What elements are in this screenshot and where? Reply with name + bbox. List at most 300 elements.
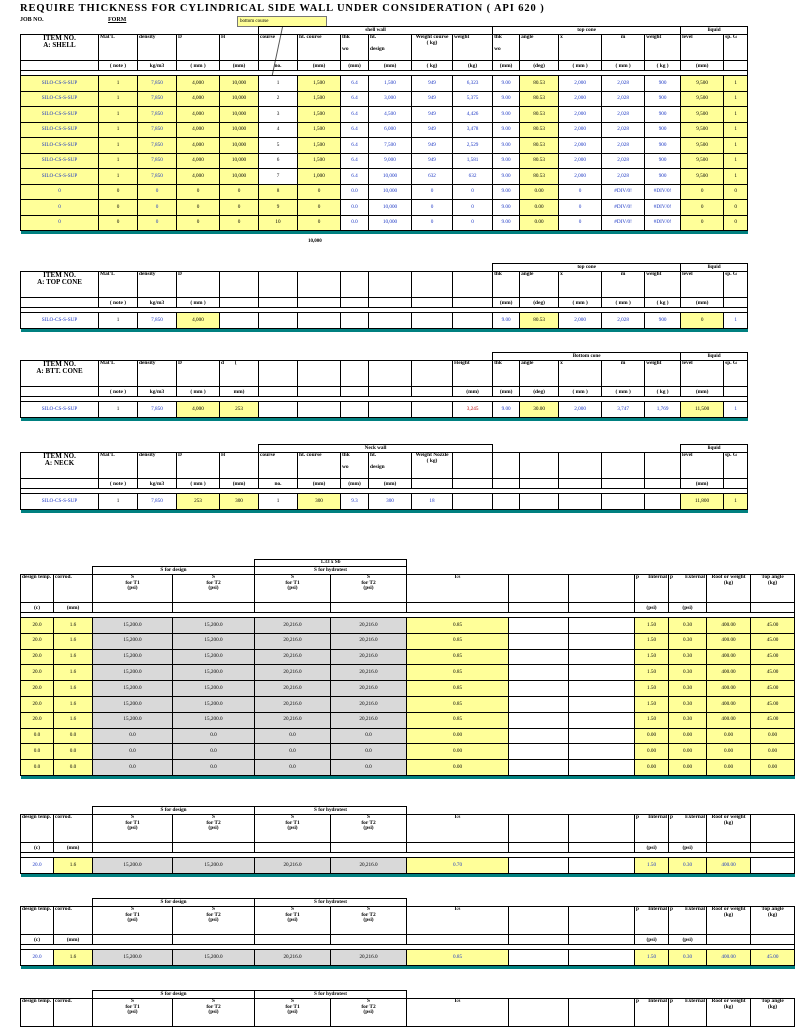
shell-cell: 0 bbox=[138, 184, 177, 200]
h-angle: angle bbox=[520, 35, 559, 61]
shell-cell: 9.00 bbox=[493, 184, 520, 200]
shell-cell: 10,000 bbox=[220, 169, 259, 185]
stress-cell: 20.0 bbox=[21, 665, 54, 681]
stress-cell: 45.00 bbox=[751, 712, 795, 728]
stress-cell: 0.85 bbox=[407, 712, 509, 728]
shell-cell: 0 bbox=[724, 184, 748, 200]
stress-header: p Internal bbox=[635, 815, 669, 843]
shell-row bbox=[21, 107, 748, 123]
stress-cell bbox=[569, 696, 635, 712]
stress-header: Top angle (kg) bbox=[751, 999, 795, 1027]
shell-cell: 80.53 bbox=[520, 91, 559, 107]
stress-cell: 20,216.0 bbox=[255, 712, 331, 728]
h-h: H bbox=[220, 35, 259, 61]
stress-cell: 20,216.0 bbox=[331, 633, 407, 649]
shell-cell: 3 bbox=[259, 107, 298, 123]
shell-cell: #DIV/0! bbox=[602, 184, 645, 200]
shell-row bbox=[21, 184, 748, 200]
stress-cell: 15,200.0 bbox=[173, 858, 255, 874]
shell-cell: 0 bbox=[412, 215, 453, 231]
h-spg: sp. G bbox=[724, 35, 748, 61]
h-level: level bbox=[681, 35, 724, 61]
stress-header: p Internal bbox=[635, 999, 669, 1027]
stress-header bbox=[751, 815, 795, 843]
h-top-thk: thk wo bbox=[493, 35, 520, 61]
stress-row bbox=[21, 760, 795, 776]
group-top-cone: top cone bbox=[493, 27, 681, 35]
stress-header: Roof or weight (kg) bbox=[707, 575, 751, 603]
shell-cell: 6.4 bbox=[341, 169, 369, 185]
stress-cell bbox=[569, 712, 635, 728]
stress-row bbox=[21, 618, 795, 634]
stress-cell: 1.6 bbox=[54, 649, 93, 665]
shell-cell: 9,500 bbox=[681, 169, 724, 185]
stress-cell: 0.0 bbox=[255, 744, 331, 760]
stress-bot-table: S for design S for hydrotest design temp. corrod. S for T1 (psi) S for T2 (psi) S for T1 (psi) S for T2 (psi) Es p Internal p External Roof or weight (kg) Top angle (kg) (c) (mm) (psi) (psi) 20.0 1.6 15,200.0 15,200.0 20,216.0 20,216.0 0.85 1.50 0.30 400.00 45.00 bbox=[20, 898, 795, 969]
stress-header: Top angle (kg) bbox=[751, 575, 795, 603]
stress-cell bbox=[509, 618, 569, 634]
shell-cell: 0 bbox=[177, 215, 220, 231]
stress-cell: 45.00 bbox=[751, 696, 795, 712]
h-x: x bbox=[559, 35, 602, 61]
shell-row bbox=[21, 153, 748, 169]
stress-header: S for T1 (psi) bbox=[93, 815, 173, 843]
shell-cell: 9.00 bbox=[493, 107, 520, 123]
stress-cell: 0.0 bbox=[93, 744, 173, 760]
stress-cell: 0.00 bbox=[669, 760, 707, 776]
stress-header: Es bbox=[407, 999, 509, 1027]
stress-cell: 0.0 bbox=[331, 760, 407, 776]
shell-cell: 4,000 bbox=[177, 138, 220, 154]
shell-cell: 1 bbox=[724, 122, 748, 138]
shell-cell: 1 bbox=[724, 91, 748, 107]
h-weight: weight bbox=[453, 35, 493, 61]
shell-cell: 6,323 bbox=[453, 76, 493, 92]
shell-cell: 1,500 bbox=[369, 76, 412, 92]
stress-cell: 1.6 bbox=[54, 696, 93, 712]
stress-cell: 0.30 bbox=[669, 858, 707, 874]
shell-cell: 3,478 bbox=[453, 122, 493, 138]
stress-row bbox=[21, 696, 795, 712]
bottom-course-note: bottom course bbox=[237, 16, 327, 27]
stress-row bbox=[21, 681, 795, 697]
shell-cell: SILO-CS-S-SUP bbox=[21, 91, 99, 107]
stress-cell: 20.0 bbox=[21, 858, 54, 874]
stress-header: S for T2 (psi) bbox=[331, 575, 407, 603]
stress-cell: 1.6 bbox=[54, 858, 93, 874]
stress-cell: 1.6 bbox=[54, 633, 93, 649]
stress-cell: 0.00 bbox=[751, 760, 795, 776]
stress-cell bbox=[509, 858, 569, 874]
shell-cell: 80.53 bbox=[520, 107, 559, 123]
stress-cell: 0.00 bbox=[407, 728, 509, 744]
stress-cell: 0.0 bbox=[173, 744, 255, 760]
shell-cell: 1 bbox=[724, 153, 748, 169]
stress-cell: 0.85 bbox=[407, 950, 509, 966]
stress-cell bbox=[569, 633, 635, 649]
stress-cell: 0.85 bbox=[407, 618, 509, 634]
stress-header: p External bbox=[669, 815, 707, 843]
below-total: 10,000 bbox=[308, 239, 322, 244]
stress-cell: 1.50 bbox=[635, 665, 669, 681]
stress-cell: 20.0 bbox=[21, 618, 54, 634]
shell-cell: 0 bbox=[21, 215, 99, 231]
shell-cell: 1 bbox=[724, 138, 748, 154]
stress-cell: 0.70 bbox=[407, 858, 509, 874]
shell-cell: 949 bbox=[412, 107, 453, 123]
neck-table: Neck wall liquid ITEM NO. A: NECK Mat'L density D H course ht. course thk wo ht. design Weight Nozzle ( kg) level sp. G ( note ) kg/m3 ( mm ) (mm) no. (mm) (mm) (mm) (mm) SILO-CS-S-SUP 1 7,850 253 300 1 300 9.3 300 18 11,800 1 bbox=[20, 444, 748, 513]
stress-top-row bbox=[21, 858, 795, 874]
stress-header: Top angle (kg) bbox=[751, 907, 795, 935]
stress-cell: 15,200.0 bbox=[93, 696, 173, 712]
stress-cell: 400.00 bbox=[707, 696, 751, 712]
shell-cell: 80.53 bbox=[520, 138, 559, 154]
h-item: ITEM NO. A: SHELL bbox=[21, 35, 99, 61]
h-course: course bbox=[259, 35, 298, 61]
shell-cell: 80.53 bbox=[520, 76, 559, 92]
shell-cell: 8 bbox=[259, 184, 298, 200]
shell-cell: 0 bbox=[177, 200, 220, 216]
stress-header: Roof or weight (kg) bbox=[707, 815, 751, 843]
shell-cell: 2,028 bbox=[602, 107, 645, 123]
stress-cell: 0.0 bbox=[93, 760, 173, 776]
stress-cell: 45.00 bbox=[751, 633, 795, 649]
stress-cell: 20,216.0 bbox=[255, 858, 331, 874]
shell-cell: 9,500 bbox=[681, 153, 724, 169]
stress-header bbox=[509, 999, 569, 1027]
shell-cell: 2,000 bbox=[559, 91, 602, 107]
shell-cell: 9,500 bbox=[681, 91, 724, 107]
shell-cell: 2,529 bbox=[453, 138, 493, 154]
shell-cell: SILO-CS-S-SUP bbox=[21, 138, 99, 154]
shell-cell: 0 bbox=[99, 184, 138, 200]
shell-cell: 2,028 bbox=[602, 153, 645, 169]
shell-cell: 0.00 bbox=[520, 215, 559, 231]
shell-cell: 2 bbox=[259, 91, 298, 107]
shell-cell: SILO-CS-S-SUP bbox=[21, 107, 99, 123]
stress-header: design temp. bbox=[21, 575, 54, 603]
shell-row bbox=[21, 138, 748, 154]
shell-cell: 10,000 bbox=[220, 91, 259, 107]
neck-row: SILO-CS-S-SUP 1 7,850 253 300 1 300 9.3 300 18 11,800 1 bbox=[21, 494, 748, 510]
shell-cell: 2,028 bbox=[602, 138, 645, 154]
stress-row bbox=[21, 665, 795, 681]
stress-cell bbox=[509, 681, 569, 697]
stress-cell: 15,200.0 bbox=[93, 858, 173, 874]
stress-cell: 0.85 bbox=[407, 696, 509, 712]
shell-cell: 0 bbox=[681, 184, 724, 200]
shell-cell: 1 bbox=[99, 153, 138, 169]
shell-cell: 0 bbox=[21, 200, 99, 216]
shell-cell: 10,000 bbox=[220, 107, 259, 123]
stress-cell: 45.00 bbox=[751, 950, 795, 966]
shell-cell: 4,000 bbox=[177, 76, 220, 92]
stress-header: S for T2 (psi) bbox=[173, 907, 255, 935]
stress-cell: 0.30 bbox=[669, 950, 707, 966]
stress-header: S for T1 (psi) bbox=[93, 575, 173, 603]
stress-cell: 0.00 bbox=[635, 728, 669, 744]
shell-cell: 9.00 bbox=[493, 76, 520, 92]
shell-cell: 900 bbox=[645, 169, 681, 185]
shell-cell: 0 bbox=[453, 215, 493, 231]
stress-cell: 0.30 bbox=[669, 696, 707, 712]
stress-neck-table: S for design S for hydrotest design temp. corrod. S for T1 (psi) S for T2 (psi) S for T1 (psi) S for T2 (psi) Es p Internal p External Roof or weight (kg) Top angle (kg) bbox=[20, 990, 795, 1027]
shell-cell: 10,000 bbox=[220, 122, 259, 138]
shell-cell: 6 bbox=[259, 153, 298, 169]
stress-cell: 0.0 bbox=[21, 760, 54, 776]
stress-cell bbox=[509, 760, 569, 776]
shell-cell: 9 bbox=[259, 200, 298, 216]
botcone-row: SILO-CS-S-SUP 1 7,850 4,000 253 3,245 9.00 30.00 2,000 3,747 1,769 11,500 1 bbox=[21, 402, 748, 418]
shell-cell: #DIV/0! bbox=[602, 200, 645, 216]
stress-header: S for T1 (psi) bbox=[93, 907, 173, 935]
shell-cell: 1,500 bbox=[298, 107, 341, 123]
stress-header: corrod. bbox=[54, 999, 93, 1027]
shell-cell: 0 bbox=[724, 200, 748, 216]
shell-cell: 0 bbox=[681, 200, 724, 216]
shell-cell: 6.4 bbox=[341, 91, 369, 107]
shell-row bbox=[21, 76, 748, 92]
shell-cell: 0 bbox=[453, 200, 493, 216]
stress-header: S for T1 (psi) bbox=[255, 575, 331, 603]
shell-cell: 1,500 bbox=[298, 153, 341, 169]
stress-cell: 400.00 bbox=[707, 681, 751, 697]
shell-row bbox=[21, 169, 748, 185]
stress-header: S for T2 (psi) bbox=[331, 999, 407, 1027]
shell-cell: 0 bbox=[138, 215, 177, 231]
shell-cell: 9.00 bbox=[493, 215, 520, 231]
stress-cell: 0.00 bbox=[751, 728, 795, 744]
stress-header bbox=[569, 815, 635, 843]
stress-cell: 20,216.0 bbox=[255, 950, 331, 966]
stress-header bbox=[569, 575, 635, 603]
shell-cell: 1,500 bbox=[298, 76, 341, 92]
stress-cell: 15,200.0 bbox=[93, 665, 173, 681]
shell-cell: 632 bbox=[412, 169, 453, 185]
shell-cell: 1,500 bbox=[298, 91, 341, 107]
shell-cell: 4,000 bbox=[177, 169, 220, 185]
stress-cell: 0.0 bbox=[54, 760, 93, 776]
stress-header: S for T2 (psi) bbox=[173, 999, 255, 1027]
group-shell-wall: shell wall bbox=[259, 27, 493, 35]
shell-cell: 9.00 bbox=[493, 169, 520, 185]
shell-cell: 4,000 bbox=[177, 153, 220, 169]
stress-cell: 0.0 bbox=[255, 728, 331, 744]
stress-cell: 20,216.0 bbox=[331, 665, 407, 681]
shell-cell: 10 bbox=[259, 215, 298, 231]
shell-cell: 0 bbox=[412, 184, 453, 200]
shell-cell: 0 bbox=[559, 215, 602, 231]
shell-cell: 10,000 bbox=[369, 169, 412, 185]
shell-cell: 4,000 bbox=[177, 107, 220, 123]
stress-cell: 400.00 bbox=[707, 633, 751, 649]
stress-cell bbox=[569, 649, 635, 665]
stress-cell bbox=[569, 681, 635, 697]
stress-cell: 15,200.0 bbox=[173, 665, 255, 681]
h-m: m bbox=[602, 35, 645, 61]
stress-cell: 0.30 bbox=[669, 712, 707, 728]
stress-cell: 20,216.0 bbox=[255, 618, 331, 634]
stress-cell: 15,200.0 bbox=[173, 712, 255, 728]
shell-cell: 900 bbox=[645, 122, 681, 138]
shell-cell: 9,500 bbox=[681, 76, 724, 92]
stress-cell: 20,216.0 bbox=[331, 618, 407, 634]
group-top-cone-2: top cone bbox=[493, 264, 681, 272]
shell-cell: 7,500 bbox=[369, 138, 412, 154]
shell-cell: 2,028 bbox=[602, 122, 645, 138]
shell-cell: 10,000 bbox=[220, 76, 259, 92]
stress-row bbox=[21, 728, 795, 744]
h-weight-course: Weight course ( kg) bbox=[412, 35, 453, 61]
shell-cell: 2,000 bbox=[559, 122, 602, 138]
stress-header: S for T2 (psi) bbox=[331, 815, 407, 843]
shell-cell: 1,000 bbox=[298, 169, 341, 185]
h-ht-course: ht. course bbox=[298, 35, 341, 61]
shell-cell: 7,850 bbox=[138, 153, 177, 169]
stress-cell: 1.50 bbox=[635, 633, 669, 649]
shell-cell: 7,850 bbox=[138, 122, 177, 138]
shell-cell: 632 bbox=[453, 169, 493, 185]
stress-cell: 15,200.0 bbox=[93, 950, 173, 966]
stress-cell: 15,200.0 bbox=[173, 633, 255, 649]
stress-cell: 0.00 bbox=[707, 744, 751, 760]
shell-cell: 2,000 bbox=[559, 107, 602, 123]
shell-cell: 6.4 bbox=[341, 122, 369, 138]
stress-cell: 15,200.0 bbox=[173, 950, 255, 966]
shell-cell: 0 bbox=[220, 215, 259, 231]
stress-header: design temp. bbox=[21, 999, 54, 1027]
stress-cell: 0.0 bbox=[331, 744, 407, 760]
stress-cell: 0.00 bbox=[635, 760, 669, 776]
stress-header bbox=[569, 999, 635, 1027]
shell-cell: 900 bbox=[645, 91, 681, 107]
h-thk: thk wo bbox=[341, 35, 369, 61]
stress-cell: 0.85 bbox=[407, 633, 509, 649]
shell-cell: 7,850 bbox=[138, 169, 177, 185]
stress-header: corrod. bbox=[54, 575, 93, 603]
group-bottom-cone: Bottom cone bbox=[493, 353, 681, 361]
stress-cell: 1.50 bbox=[635, 681, 669, 697]
stress-header: design temp. bbox=[21, 815, 54, 843]
shell-cell: 6.4 bbox=[341, 153, 369, 169]
stress-cell: 0.00 bbox=[669, 728, 707, 744]
stress-header: p External bbox=[669, 999, 707, 1027]
shell-cell: 6.4 bbox=[341, 107, 369, 123]
shell-cell: 949 bbox=[412, 91, 453, 107]
shell-cell: 0 bbox=[724, 215, 748, 231]
stress-cell: 1.6 bbox=[54, 665, 93, 681]
stress-cell: 20.0 bbox=[21, 950, 54, 966]
stress-cell bbox=[509, 712, 569, 728]
stress-cell: 20,216.0 bbox=[255, 665, 331, 681]
stress-cell: 0.0 bbox=[173, 728, 255, 744]
shell-row bbox=[21, 91, 748, 107]
stress-cell: 0.0 bbox=[173, 760, 255, 776]
shell-cell: 80.53 bbox=[520, 153, 559, 169]
shell-cell: 9,500 bbox=[681, 138, 724, 154]
stress-cell: 20.0 bbox=[21, 681, 54, 697]
stress-cell: 20.0 bbox=[21, 649, 54, 665]
group-liquid-3: liquid bbox=[681, 353, 748, 361]
shell-cell: 0 bbox=[298, 184, 341, 200]
shell-cell: 949 bbox=[412, 138, 453, 154]
shell-cell: 7,850 bbox=[138, 107, 177, 123]
shell-cell: 1 bbox=[99, 122, 138, 138]
stress-cell: 1.6 bbox=[54, 681, 93, 697]
stress-header: Es bbox=[407, 815, 509, 843]
stress-cell bbox=[569, 665, 635, 681]
group-liquid-4: liquid bbox=[681, 445, 748, 453]
shell-cell: SILO-CS-S-SUP bbox=[21, 153, 99, 169]
shell-cell: 1 bbox=[99, 76, 138, 92]
stress-cell bbox=[509, 649, 569, 665]
shell-cell: 0 bbox=[412, 200, 453, 216]
stress-cell: 0.0 bbox=[331, 728, 407, 744]
shell-cell: 3,000 bbox=[369, 91, 412, 107]
stress-header bbox=[569, 907, 635, 935]
shell-cell: 10,000 bbox=[220, 153, 259, 169]
stress-header: S for T2 (psi) bbox=[173, 815, 255, 843]
shell-cell: 2,000 bbox=[559, 138, 602, 154]
stress-cell bbox=[509, 696, 569, 712]
shell-cell: 0.00 bbox=[520, 184, 559, 200]
shell-cell: 9.00 bbox=[493, 122, 520, 138]
stress-header: Es bbox=[407, 575, 509, 603]
stress-header: S for T1 (psi) bbox=[255, 815, 331, 843]
stress-cell: 400.00 bbox=[707, 665, 751, 681]
stress-row bbox=[21, 649, 795, 665]
botcone-table: Bottom cone liquid ITEM NO. A: BTT. CONE Mat'L density D d ( Height thk angle x m weight level sp. G ( note ) kg/m3 ( mm ) mm) (mm) (mm) (deg) ( mm ) ( mm ) ( kg ) (mm) SILO-CS-S-SUP 1 7,850 4,000 253 3,245 9.00 30.00 2,000 3,747 1,769 11,500 1 bbox=[20, 352, 748, 421]
stress-cell: 15,200.0 bbox=[93, 649, 173, 665]
shell-cell: 0 bbox=[99, 200, 138, 216]
stress-cell: 0.85 bbox=[407, 665, 509, 681]
stress-row bbox=[21, 712, 795, 728]
shell-cell: 0 bbox=[298, 200, 341, 216]
h-top-weight: weight bbox=[645, 35, 681, 61]
stress-cell: 45.00 bbox=[751, 649, 795, 665]
stress-cell: 0.30 bbox=[669, 681, 707, 697]
stress-cell: 1.6 bbox=[54, 950, 93, 966]
stress-cell: 0.0 bbox=[21, 744, 54, 760]
stress-header bbox=[509, 575, 569, 603]
stress-cell bbox=[509, 665, 569, 681]
shell-table: shell wall top cone liquid ITEM NO. A: SHELL Mat'L density D H course ht. course thk wo ht. design Weight course ( kg) weight thk wo angle x m weight level sp. G ( note ) kg/m3 ( mm ) (mm) no. (mm) (mm) (mm) ( kg) (kg) (mm) (deg) ( mm ) ( mm ) ( kg ) (mm) SILO-CS-S-SUP 1 7,850 4,000 10,000 1 1,500 6.4 1,500 949 6,323 9.00 80.53 2,000 2,028 900 9,500 1 SILO-CS-S-SUP 1 7,850 4,000 10,000 2 1,500 6.4 3,000 949 5,375 9.00 80.53 2,000 2,028 900 9,500 1 SILO-CS-S-SUP 1 7,850 4,000 10,000 3 1,500 6.4 4,500 949 4,426 9.00 80.53 2,000 2,028 900 9,500 1 SILO-CS-S-SUP 1 7,850 4,000 10,000 4 1,500 6.4 6,000 949 3,478 9.00 80.53 2,000 2,028 900 9,500 1 SILO-CS-S-SUP 1 7,850 4,000 10,000 5 1,500 6.4 7,500 949 2,529 9.00 80.53 2,000 2,028 900 9,500 1 SILO-CS-S-SUP 1 7,850 4,000 10,000 6 1,500 6.4 9,000 949 1,581 9.00 80.53 2,000 2,028 900 9,500 1 SILO-CS-S-SUP 1 7,850 4,000 10,000 7 1,000 6.4 10,000 632 632 9.00 80.53 2,000 2,028 900 9,500 1 0 0 0 0 0 8 0 0.0 10,000 0 0 9.00 0.00 0 #DIV/0! #DIV/0! 0 0 0 0 0 0 0 9 0 0.0 10,000 0 0 9.00 0.00 0 #DIV/0! #DIV/0! 0 0 0 0 0 0 0 10 0 0.0 10,000 0 0 9.00 0.00 0 #DIV/0! #DIV/0! 0 0 bbox=[20, 26, 748, 234]
job-no-label: JOB NO. bbox=[20, 17, 44, 23]
shell-cell: SILO-CS-S-SUP bbox=[21, 76, 99, 92]
stress-cell bbox=[569, 760, 635, 776]
stress-cell: 0.00 bbox=[669, 744, 707, 760]
stress-cell bbox=[509, 728, 569, 744]
shell-cell: 900 bbox=[645, 76, 681, 92]
shell-cell: 900 bbox=[645, 138, 681, 154]
stress-cell: 20.0 bbox=[21, 712, 54, 728]
stress-cell bbox=[509, 744, 569, 760]
stress-cell bbox=[569, 858, 635, 874]
shell-cell: 0.00 bbox=[520, 200, 559, 216]
stress-row bbox=[21, 744, 795, 760]
stress-cell: 15,200.0 bbox=[93, 633, 173, 649]
stress-cell bbox=[569, 728, 635, 744]
h-d: D bbox=[177, 35, 220, 61]
stress-cell: 1.50 bbox=[635, 950, 669, 966]
top-note: 1.33 x Sb bbox=[255, 560, 407, 567]
stress-header bbox=[509, 815, 569, 843]
shell-cell: #DIV/0! bbox=[645, 184, 681, 200]
stress-header: p External bbox=[669, 907, 707, 935]
stress-cell: 20.0 bbox=[21, 696, 54, 712]
shell-cell: #DIV/0! bbox=[645, 200, 681, 216]
stress-cell: 20.0 bbox=[21, 633, 54, 649]
